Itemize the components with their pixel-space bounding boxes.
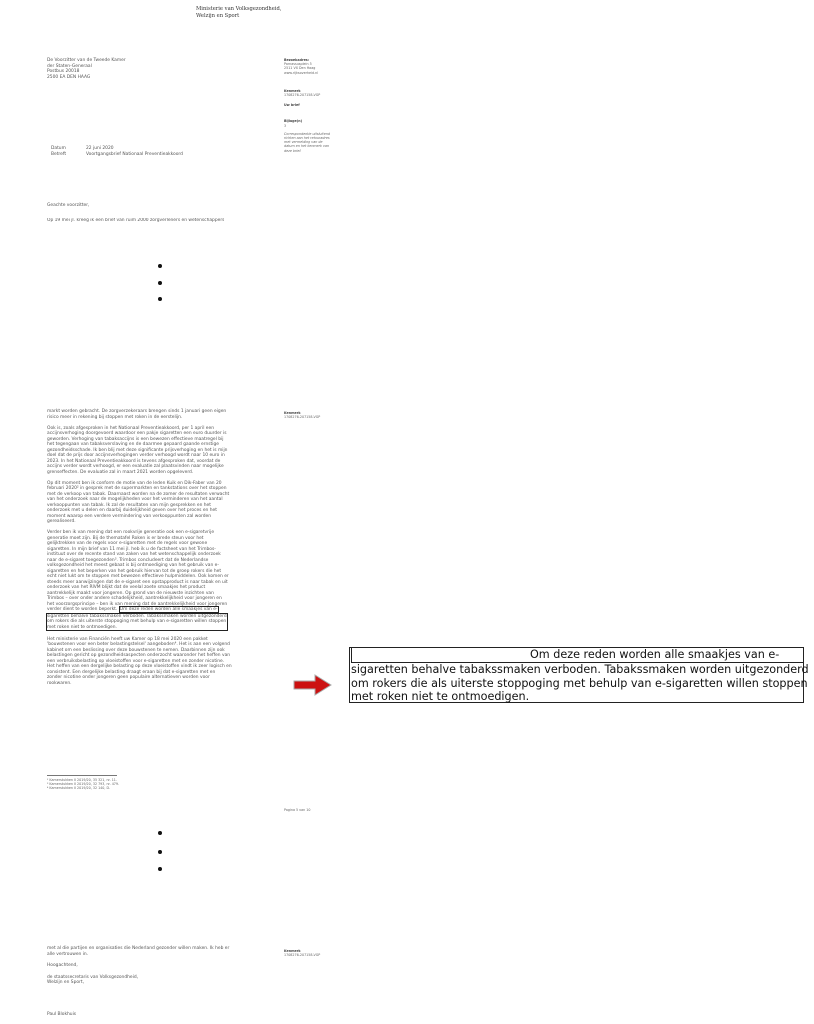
- addressee-line: Postbus 20018: [47, 69, 80, 74]
- bezoekadres-line: Parnassusplein 5: [284, 62, 312, 67]
- bezoekadres-label: Bezoekadres:: [284, 58, 310, 62]
- salutation: Geachte voorzitter,: [47, 203, 90, 208]
- datum-value: 22 juni 2020: [86, 146, 114, 151]
- text-line: met al die partijen en organisaties die Nederland gezonder willen maken. Ik heb er: [47, 946, 230, 951]
- paragraph: [47, 426, 279, 476]
- correspondence-note: richten aan het retouradres: [284, 136, 330, 141]
- elision-dot: [158, 867, 162, 871]
- text-line: zonder nicotine onder jongeren geen populaire alternatieven worden voor: [47, 675, 210, 680]
- elision-dot: [158, 831, 162, 835]
- elision-dot: [158, 281, 162, 285]
- text-line: 2023. In het Nationaal Preventieakkoord is tevens afgesproken dat, voordat de: [47, 458, 221, 464]
- text-line: 'bouwstenen voor een beter belastingstelsel' aangeboden⁴. Het is aan een volgend: [47, 642, 230, 647]
- correspondence-note: met vermelding van de: [284, 140, 323, 145]
- last-page-kenmerk: [284, 949, 320, 957]
- correspondence-note: deze brief.: [284, 148, 302, 153]
- text-line: generatie moet zijn. Bij de thematafel Roken is er brede steun voor het: [47, 535, 204, 541]
- highlighted-sentence-start: Om deze reden worden alle smaakjes van e-: [119, 607, 218, 612]
- bijlagen-label: Bijlage(n): [284, 119, 303, 124]
- text-line: sigaretten en het beperken van het gebruik hiervan tot de groep rokers die het: [47, 568, 222, 574]
- page5-body: [47, 409, 279, 692]
- highlighted-sentence: [46, 613, 228, 632]
- correspondence-note: Correspondentie uitsluitend: [284, 131, 330, 136]
- text-line: van het onderzoek naar de mogelijkheden voor het verminderen van het aantal: [47, 497, 223, 502]
- text-line: aantrekkelijk maakt voor jongeren. Op grond van de nieuwste inzichten van: [47, 590, 214, 596]
- addressee-line: der Staten-Generaal: [47, 63, 92, 69]
- text-line: risico meer in rekening bij stoppen met roken in de eerstelijn.: [47, 414, 183, 420]
- paragraph: [47, 409, 279, 420]
- zoom-line: sigaretten behalve tabakssmaken verboden. Tabakssmaken worden uitgezonderd: [351, 662, 809, 676]
- page5-kenmerk: [284, 411, 320, 419]
- elision-dot: [158, 850, 162, 854]
- signatory: Welzijn en Sport,: [47, 980, 84, 985]
- footnote-rule: [47, 775, 117, 776]
- betreft-value: Voortgangsbrief Nationaal Preventieakkoord: [86, 151, 183, 157]
- bezoekadres-line: 2511 VX Den Haag: [284, 66, 316, 71]
- text-line: Het ministerie van Financiën heeft uw Kamer op 18 mei 2020 een pakket: [47, 636, 208, 642]
- ministry-name-line2: Welzijn en Sport: [196, 13, 240, 19]
- paragraph: [47, 481, 279, 525]
- zoom-first-line: Om deze reden worden alle smaakjes van e-: [351, 648, 803, 663]
- betreft-label: Betreft: [51, 151, 67, 157]
- text-line: accijnsverhoging doorgevoerd waardoor een pakje sigaretten een euro duurder is: [47, 431, 227, 436]
- text-line: gerealiseerd.: [47, 519, 76, 524]
- ministry-name-line1: Ministerie van Volksgezondheid,: [196, 6, 282, 12]
- bezoekadres-line: www.rijksoverheid.nl: [284, 70, 319, 75]
- text-line: volksgezondheid het meest gebaat is bij ontmoediging van het gebruik van e-: [47, 563, 219, 568]
- text-line: sigaretten. In mijn brief van 11 mei jl. heb ik u de factsheet van het Trimbos-: [47, 546, 216, 552]
- kenmerk-value: 1708276-207158-VGP: [284, 953, 321, 958]
- text-line: onderzoek van het RIVM blijkt dat de veelal zoete smaakjes het product: [47, 585, 206, 590]
- datum-label: Datum: [51, 146, 66, 151]
- text-line: verder dient te worden beperkt.: [47, 607, 118, 612]
- text-line: consistent. Een dergelijke belasting draagt eraan bij dat e-sigaretten met en: [47, 669, 216, 675]
- zoom-line: om rokers die als uiterste stoppoging met behulp van e-sigaretten willen stoppen: [351, 676, 808, 690]
- ministry-header: [196, 6, 281, 20]
- text-line: moment waarop een verdere vermindering van verkooppunten zal worden: [47, 513, 212, 519]
- text-line: grenseffecten. De evaluatie zal in maart 2021 worden opgeleverd.: [47, 469, 194, 475]
- text-line: een verbruiksbelasting op vloeistoffen voor e-sigaretten met en zonder nicotine.: [47, 658, 225, 664]
- zoomed-excerpt: [349, 647, 809, 704]
- elision-dot: [158, 264, 162, 268]
- text-line: Op dit moment ben ik conform de motie van de leden Kuik en Dik-Faber van 20: [47, 480, 222, 486]
- footnote: ⁴ Kamerstukken II 2019/20, 32 140, D.: [47, 786, 111, 791]
- text-line: onderzoek met u delen en daarbij duidelijkheid geven over het proces en het: [47, 508, 217, 513]
- uw-brief-label: Uw brief: [284, 103, 300, 108]
- text-line: Verder ben ik van mening dat een rookvrije generatie ook een e-sigaretvrije: [47, 530, 215, 535]
- text-line: rookwaren.: [47, 680, 72, 686]
- text-line: belastingen gericht op gezondheidsaspecten onderzocht waaronder het heffen van: [47, 653, 231, 658]
- arrow-right-icon: [293, 674, 333, 696]
- correspondence-note: datum en het kenmerk van: [284, 144, 330, 149]
- paragraph: [47, 530, 279, 631]
- elision-dot: [158, 297, 162, 301]
- text-line: doel dat de prijs door accijnsverhogingen verder verhoogd wordt naar 10 euro in: [47, 453, 225, 458]
- text-line: instituut over de recente stand van zaken van het wetenschappelijk onderzoek: [47, 552, 221, 557]
- text-line: alle vertrouwen in.: [47, 951, 89, 957]
- text-line: steeds meer aanwijzingen dat de e-sigaret een opstapproduct is naar tabak en uit: [47, 579, 228, 585]
- text-line: gezondheidsschade. Ik ben blij met deze significante prijsverhoging en het is mijn: [47, 447, 228, 453]
- text-line: geworden. Verhoging van tabaksaccijns is een bewezen effectieve maatregel bij: [47, 436, 224, 442]
- text-line: gelijktrekken van de regels voor e-sigaretten met de regels voor gewone: [47, 541, 208, 546]
- last-page-body: [47, 946, 279, 986]
- text-line: februari 2020² in gesprek met de supermarkten en tankstations over het stoppen: [47, 486, 227, 491]
- bijlagen-value: 3: [284, 123, 287, 128]
- cut-off-line: Op 19 mei jl. kreeg ik een brief van ruim 2000 zorgverleners en wetenschappers: [47, 218, 225, 222]
- signatory: de staatssecretaris van Volksgezondheid,: [47, 974, 139, 980]
- kenmerk-label: Kenmerk: [284, 88, 301, 93]
- text-line: sigaretten behalve tabakssmaken verboden. Tabakssmaken worden uitgezonderd: [47, 613, 227, 619]
- text-line: Ook is, zoals afgesproken in het Nationaal Preventieakkoord, per 1 april een: [47, 425, 214, 431]
- text-line: met roken niet te ontmoedigen.: [47, 624, 117, 630]
- page-number: Pagina 5 van 10: [284, 808, 311, 812]
- text-line: het voorzorgsprincipe – ben ik van mening dat de aantrekkelijkheid voor jongeren: [47, 601, 228, 607]
- kenmerk-label: Kenmerk: [284, 411, 301, 415]
- kenmerk-value: 1708276-207158-VGP: [284, 93, 321, 98]
- signatory-name: Paul Blokhuis: [47, 1012, 77, 1017]
- footnote: ³ Kamerstukken II 2019/20, 32 793, nr. 479.: [47, 782, 120, 787]
- paragraph: [47, 637, 279, 687]
- zoom-line: met roken niet te ontmoedigen.: [351, 690, 530, 704]
- text-line: Het heffen van een dergelijke belasting op deze vloeistoffen vindt ik zeer logisch en: [47, 664, 232, 669]
- addressee-block: [47, 58, 126, 80]
- text-line: om rokers die als uiterste stoppoging met behulp van e-sigaretten willen stoppen: [47, 619, 227, 624]
- kenmerk-label: Kenmerk: [284, 949, 301, 953]
- closing: Hoogachtend,: [47, 963, 78, 968]
- letter-meta: [51, 146, 183, 157]
- text-line: het tegengaan van tabaksverslaving en de daarmee gepaard gaande ernstige: [47, 442, 219, 447]
- text-line: Trimbos – over onder andere schadelijkheid, aantrekkelijkheid voor jongeren en: [47, 596, 222, 601]
- kenmerk-value: 1708276-207158-VGP: [284, 415, 321, 420]
- text-line: verkooppunten van tabak. Ik zal de resultaten van mijn gesprekken en het: [47, 502, 211, 508]
- text-line: markt worden gebracht. De zorgverzekeraars brengen sinds 1 januari geen eigen: [47, 409, 227, 414]
- text-line: naar de e-sigaret toegezonden³. Trimbos concludeert dat de Nederlandse: [47, 557, 209, 563]
- text-line: accijns verder wordt verhoogd, er een evaluatie zal plaatsvinden naar mogelijke: [47, 464, 224, 469]
- text-line: met de verkoop van tabak. Daarnaast worden na de zomer de resultaten verwacht: [47, 491, 230, 497]
- sidebar-info: [284, 58, 364, 153]
- footnotes: [47, 778, 119, 791]
- text-line: kabinet om een beslissing over deze bouwstenen te nemen. Daarbinnen zijn ook: [47, 647, 225, 653]
- footnote: ² Kamerstukken II 2019/20, 35 321, nr. 11.: [47, 778, 117, 782]
- addressee-line: 2500 EA DEN HAAG: [47, 74, 91, 80]
- text-line: echt niet lukt om te stoppen met bewezen effectieve hulpmiddelen. Ook komen er: [47, 574, 229, 579]
- addressee-line: De Voorzitter van de Tweede Kamer: [47, 58, 126, 63]
